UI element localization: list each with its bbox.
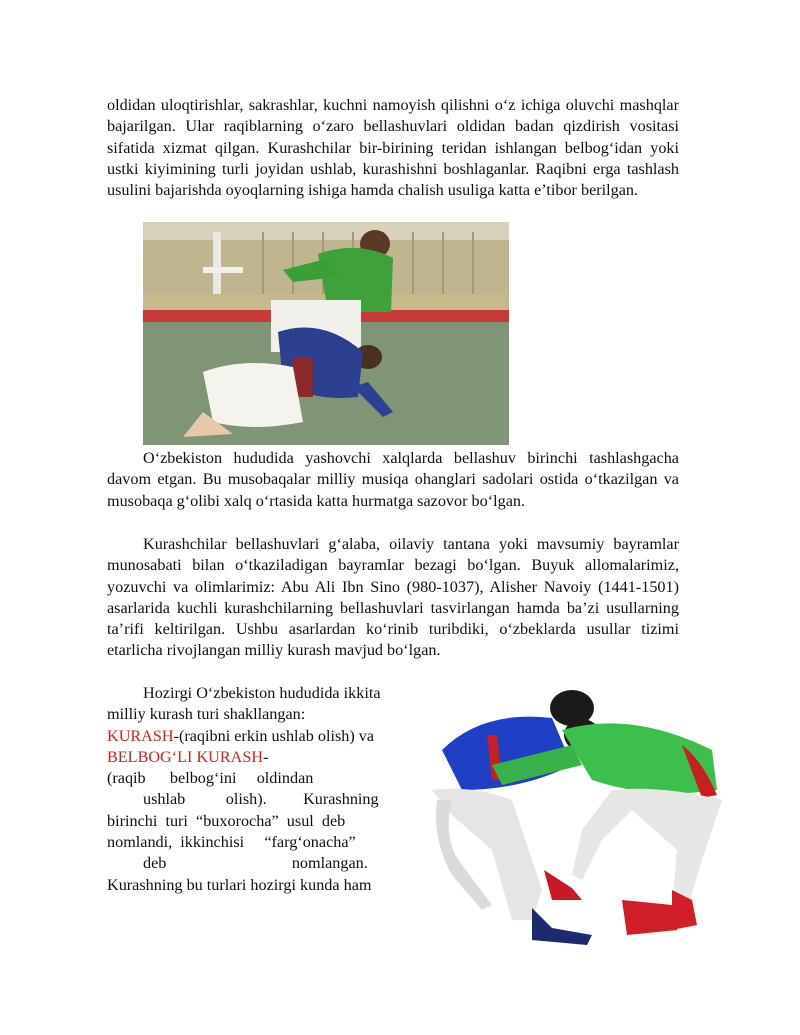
- text-line: birinchi turi “buxorocha” usul deb: [107, 811, 346, 830]
- paragraph-intro: oldidan uloqtirishlar, sakrashlar, kuchni namoyish qilishni o‘z ichiga oluvchi mashqlar bajarilgan. Ular raqiblarning o‘zaro bellashuvlari oldidan badan qizdirish vositasi sifatida xizmat qilgan. Kurashchilar bir-birining teridan ishlangan belbog‘idan yoki ustki kiyimining turli joyidan ushlab, kurashishni boshlaganlar. Raqibni erga tashlash usulini bajarishda oyoqlarning ishiga hamda chalish usuliga katta e’tibor berilgan.: [107, 96, 679, 200]
- wrestling-photo-mat: [143, 222, 509, 445]
- term-belbogli-kurash: BELBOG‘LI KURASH: [107, 747, 264, 766]
- text-line: milliy kurash turi shakllangan:: [107, 705, 306, 724]
- belt-wrestling-photo: [432, 690, 727, 955]
- paragraph-kurash-types: [107, 683, 412, 896]
- term-kurash: KURASH: [107, 726, 174, 745]
- text-line: Hozirgi O‘zbekiston hududida ikkita: [143, 684, 381, 702]
- text-line: (raqib belbog‘ini oldindan: [107, 769, 314, 788]
- paragraph-tournaments: O‘zbekiston hududida yashovchi xalqlarda bellashuv birinchi tashlashgacha davom etgan. Bu musobaqalar milliy musiqa ohanglari sadolari ostida o‘tkazilgan va musobaqa g‘olibi xalq o‘rtasida katta hurmatga sazovor bo‘lgan.: [107, 449, 679, 510]
- text-line: deb nomlangan.: [143, 854, 368, 873]
- text-line: [107, 747, 412, 768]
- text-line: [107, 726, 412, 747]
- text-line: ushlab olish). Kurashning: [143, 790, 379, 809]
- paragraph-history: Kurashchilar bellashuvlari g‘alaba, oilaviy tantana yoki mavsumiy bayramlar munosabati bilan o‘tkaziladigan bayramlar bezagi bo‘lgan. Buyuk allomalarimiz, yozuvchi va olimlarimiz: Abu Ali Ibn Sino (980-1037), Alisher Navoiy (1441-1501) asarlarida kuchli kurashchilarning bellashuvlari tasvirlangan hamda ba’zi usullarning ta’rifi keltirilgan. Ushbu asarlardan ko‘rinib turibdiki, o‘zbeklarda usullar tizimi etarlicha rivojlangan milliy kurash mavjud bo‘lgan.: [107, 535, 679, 660]
- text-fragment: -(raqibni erkin ushlab olish) va: [173, 726, 375, 745]
- text-line: nomlandi, ikkinchisi “farg‘onacha”: [107, 833, 356, 852]
- text-line: Kurashning bu turlari hozirgi kunda ham: [107, 875, 372, 894]
- text-fragment: -: [263, 747, 269, 766]
